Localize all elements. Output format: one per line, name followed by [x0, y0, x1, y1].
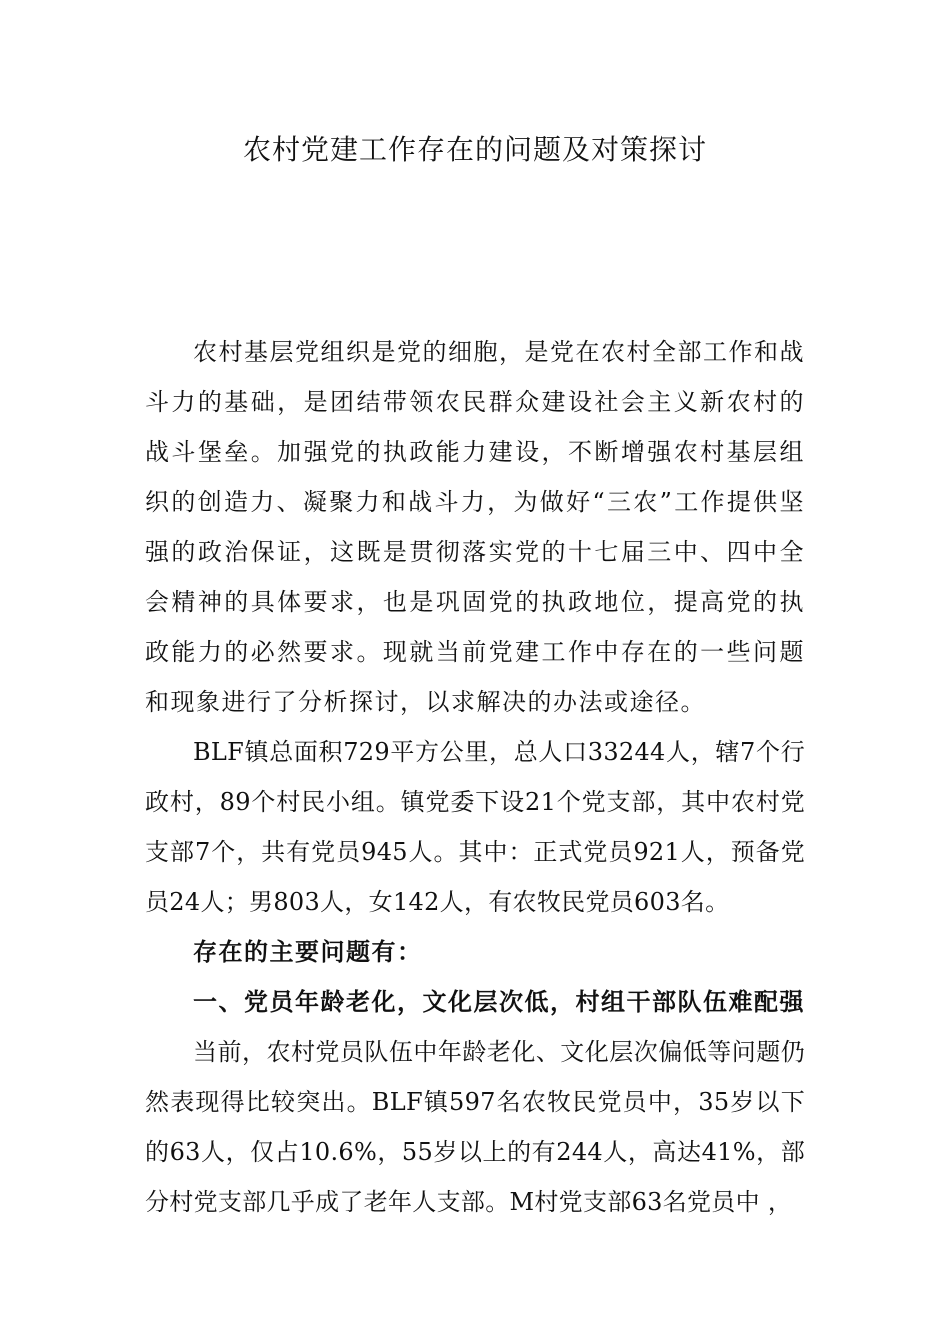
- intro-paragraph: 农村基层党组织是党的细胞，是党在农村全部工作和战斗力的基础，是团结带领农民群众建设社会主义新农村的战斗堡垒。加强党的执政能力建设，不断增强农村基层组织的创造力、凝聚力和战斗力，为做好“三农”工作提供坚强的政治保证，这既是贯彻落实党的十七届三中、四中全会精神的具体要求，也是巩固党的执政地位，提高党的执政能力的必然要求。现就当前党建工作中存在的一些问题和现象进行了分析探讨，以求解决的办法或途径。: [145, 338, 805, 716]
- document-title: 农村党建工作存在的问题及对策探讨: [242, 133, 707, 166]
- main-problems-heading: 存在的主要问题有：: [193, 937, 423, 966]
- section-heading-1: 一、党员年龄老化，文化层次低，村组干部队伍难配强: [193, 987, 805, 1016]
- town-statistics-paragraph: BLF镇总面积729平方公里，总人口33244人，辖7个行政村，89个村民小组。镇党委下设21个党支部，其中农村党支部7个，共有党员945人。其中：正式党员921人，预备党员24人；男803人，女142人，有农牧民党员603名。: [145, 738, 805, 916]
- document-body: [145, 327, 805, 1227]
- section-1-paragraph: 当前，农村党员队伍中年龄老化、文化层次偏低等问题仍然表现得比较突出。BLF镇597名农牧民党员中，35岁以下的63人，仅占10.6%，55岁以上的有244人，高达41%，部分村党支部几乎成了老年人支部。M村党支部63名党员中 ，: [145, 1038, 805, 1216]
